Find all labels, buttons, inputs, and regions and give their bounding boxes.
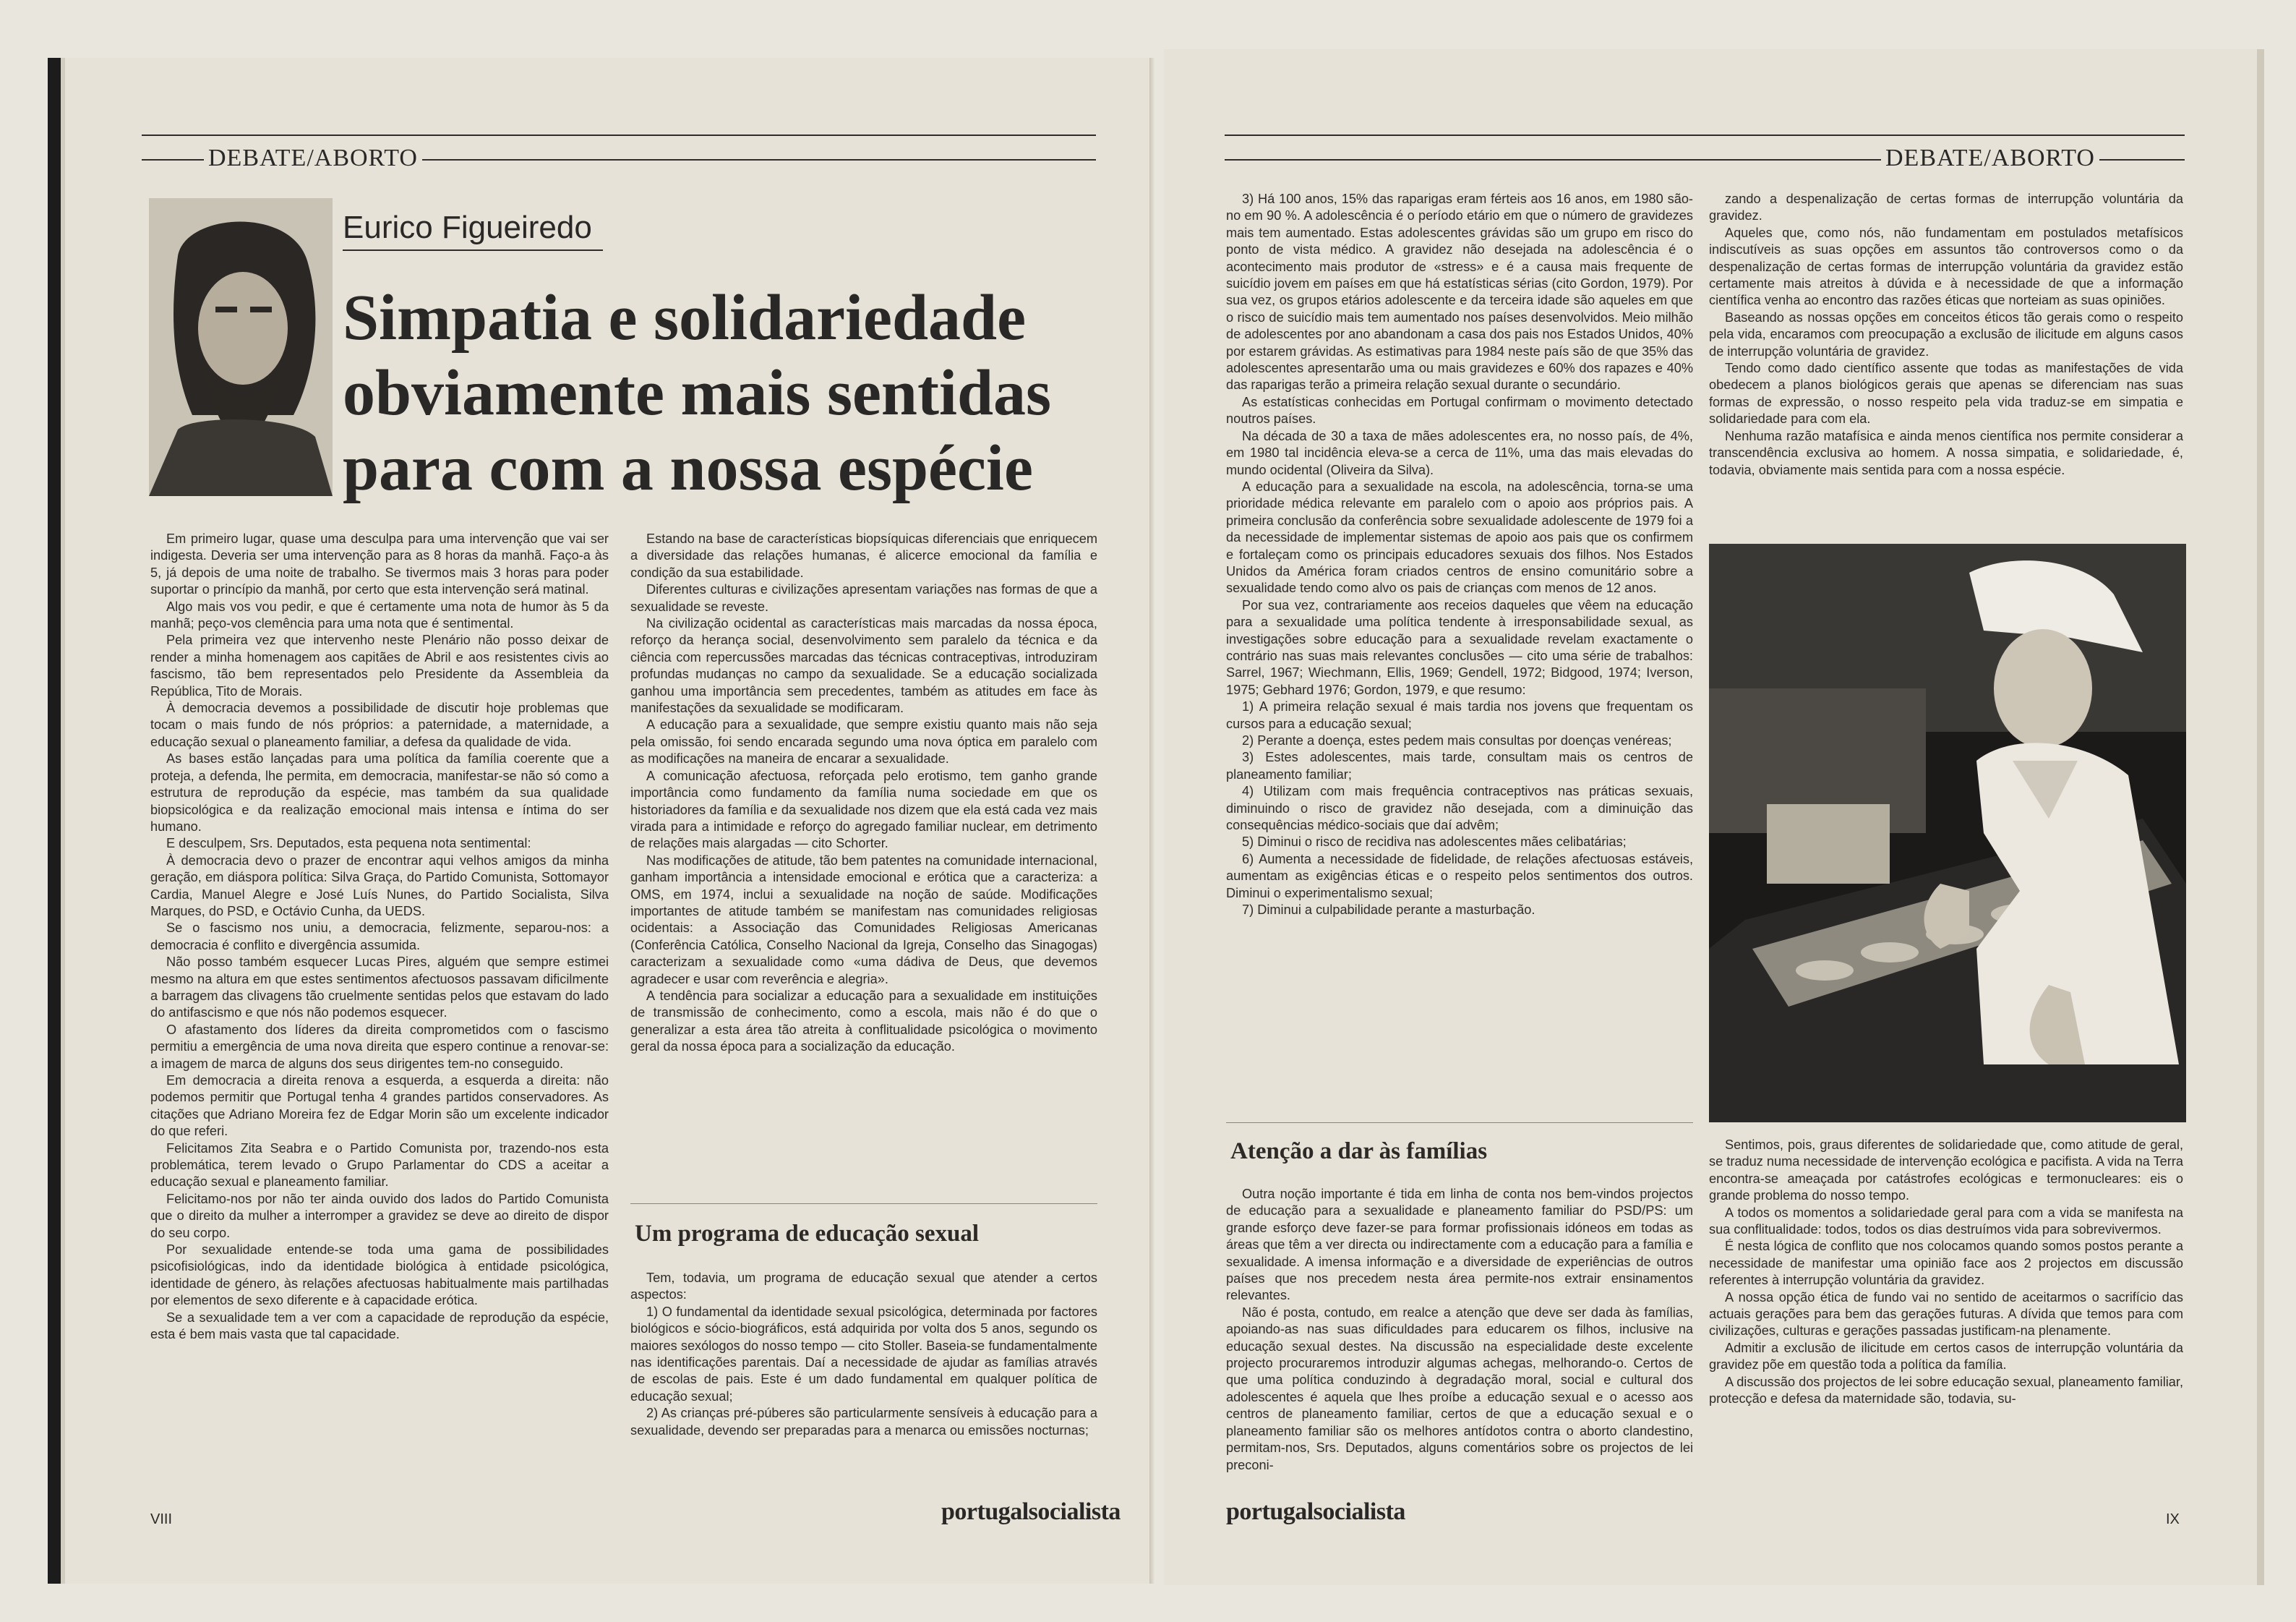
right-page <box>1155 0 2296 1622</box>
paragraph: 1) O fundamental da identidade sexual psicológica, determinada por factores biológicos e sócio-biográficos, está adquirida por volta dos 5 anos, segundo os maiores sexólogos do nosso tempo — cito Stoller. Baseia-se fundamentalmente nas identificações parentais. Daí a necessidade de ajudar as famílias através de escolas de pais. Este é um dado fundamental em qualquer política de educação sexual; <box>630 1304 1097 1404</box>
paragraph: Baseando as nossas opções em conceitos éticos tão gerais como o respeito pela vida, encaramos com preocupação a exclusão de ilicitude em alguns casos de interrupção voluntária de gravidez. <box>1709 310 2183 359</box>
right-column-2b <box>1709 1137 2183 1408</box>
subhead-sex-education-program: Um programa de educação sexual <box>635 1221 980 1247</box>
paragraph: Pela primeira vez que intervenho neste Plenário não posso deixar de render a minha homenagem aos capitães de Abril e aos resistentes civis ao fascismo, tão bem representados pelo Presidente da Assembleia da República, Tito de Morais. <box>150 633 609 699</box>
paragraph: A educação para a sexualidade na escola, na adolescência, torna-se uma prioridade médica relevante em paralelo com o apoio aos próprios pais. A primeira conclusão da conferência sobre sexualidade adolescente de 1979 foi a da necessidade de implementar sistemas de apoio aos pais que os confirmem e fortaleçam como os principais educadores sexuais dos filhos. Nos Estados Unidos da América foram criados centros de ensino comunitário sobre a sexualidade tendo como alvo os pais de crianças com menos de 12 anos. <box>1226 479 1693 596</box>
factory-worker-image <box>1709 544 2186 1122</box>
paragraph: A comunicação afectuosa, reforçada pelo erotismo, tem ganho grande importância como fundamento da família numa sociedade em que os historiadores da família e da sexualidade nos dizem que ela está cada vez mais virada para a intimidade e reforço do agregado familiar nuclear, em detrimento de relações mais alargadas — cito Schorter. <box>630 768 1097 851</box>
paragraph: Admitir a exclusão de ilicitude em certos casos de interrupção voluntária da gravidez põe em questão toda a política da família. <box>1709 1340 2183 1373</box>
paragraph: A discussão dos projectos de lei sobre educação sexual, planeamento familiar, protecção e defesa da maternidade são, todavia, su- <box>1709 1374 2183 1407</box>
magazine-brand-left: portugalsocialista <box>941 1498 1121 1525</box>
paragraph: 2) Perante a doença, estes pedem mais consultas por doenças venéreas; <box>1242 733 1672 748</box>
paragraph: As bases estão lançadas para uma política da família coerente que a proteja, a defenda, lhe permita, em democracia, manifestar-se não só como a estrutura de reprodução da espécie, mas também da sua qualidade biopsicológica e da realização emocional mais intensa e íntima do ser humano. <box>150 751 609 834</box>
paragraph: 1) A primeira relação sexual é mais tardia nos jovens que frequentam os cursos para a educação sexual; <box>1226 699 1693 731</box>
paragraph: Se a sexualidade tem a ver com a capacidade de reprodução da espécie, esta é bem mais vasta que tal capacidade. <box>150 1310 609 1342</box>
paragraph: As estatísticas conhecidas em Portugal confirmam o movimento detectado noutros países. <box>1226 394 1693 427</box>
left-column-2 <box>630 531 1097 1056</box>
author-portrait-image <box>149 198 333 496</box>
paragraph: 6) Aumenta a necessidade de fidelidade, de relações afectuosas estáveis, aumentam as exigências éticas e o respeito pelos sentimentos dos outros. Diminui o experimentalismo sexual; <box>1226 851 1693 900</box>
left-column-1 <box>150 531 609 1344</box>
paragraph: Felicitamo-nos por não ter ainda ouvido dos lados do Partido Comunista que o direito da mulher a interromper a gravidez se deve ao direito de dispor do seu corpo. <box>150 1191 609 1240</box>
paragraph: zando a despenalização de certas formas de interrupção voluntária da gravidez. <box>1709 192 2183 223</box>
paragraph: Tem, todavia, um programa de educação sexual que atender a certos aspectos: <box>630 1271 1097 1302</box>
paragraph: Nenhuma razão matafísica e ainda menos científica nos permite considerar a transcendência exclusiva ao homem. A nossa simpatia, e solidariedade, é, todavia, obviamente mais sentida para com a nossa espécie. <box>1709 428 2183 477</box>
paragraph: A nossa opção ética de fundo vai no sentido de aceitarmos o sacrifício das actuais gerações para bem das gerações futuras. A dívida que temos para com civilizações, culturas e gerações passadas justificam-na plenamente. <box>1709 1289 2183 1339</box>
page-number-left: VIII <box>150 1511 173 1527</box>
subhead-attention-to-families: Atenção a dar às famílias <box>1230 1138 1488 1164</box>
paragraph: 3) Há 100 anos, 15% das raparigas eram férteis aos 16 anos, em 1980 são-no em 90 %. A adolescência é o período etário em que o número de gravidezes mais tem aumentado. Estas adolescentes grávidas são um grupo em risco do ponto de vista médico. A gravidez não desejada na adolescência é o acontecimento mais produtor de «stress» e é a causa mais frequente de suicídio jovem em países em que há estatísticas sérias (cito Gordon, 1979). Por sua vez, os grupos etários adolescente e da terceira idade são aqueles em que o risco de suicídio mais tem aumentado nos países desenvolvidos. Meio milhão de adolescentes por ano abandonam a casa dos pais nos Estados Unidos, 40% por estarem grávidas. As estimativas para 1984 neste país são de que 35% das adolescentes apresentarão uma ou mais gravidezes e 60% dos rapazes e 40% das raparigas terão a primeira relação sexual durante o secundário. <box>1226 192 1693 393</box>
paragraph: Aqueles que, como nós, não fundamentam em postulados metafísicos indiscutíveis as suas opções em assuntos tão controversos como o da despenalização de certas formas de interrupção voluntária da gravidez estão certamente mais atreitos à dúvida e à necessidade de que a informação científica venha ao encontro das razões éticas que norteiam as suas opiniões. <box>1709 225 2183 308</box>
paragraph: É nesta lógica de conflito que nos colocamos quando somos postos perante a necessidade de manifestar uma opinião face aos 2 projectos em discussão referentes à interrupção voluntária da gravidez. <box>1709 1239 2183 1288</box>
paragraph: 4) Utilizam com mais frequência contraceptivos nas práticas sexuais, diminuindo o risco de gravidez não desejada, com a diminuição das consequências médico-sociais que daí advêm; <box>1226 784 1693 833</box>
paragraph: 5) Diminui o risco de recidiva nas adolescentes mães celibatárias; <box>1242 835 1627 850</box>
paragraph: Diferentes culturas e civilizações apresentam variações nas formas de que a sexualidade se reveste. <box>630 582 1097 614</box>
paragraph: 7) Diminui a culpabilidade perante a masturbação. <box>1242 902 1535 918</box>
right-column-1 <box>1226 191 1693 918</box>
author-name: Eurico Figueiredo <box>343 210 592 245</box>
right-column-2 <box>1709 191 2183 479</box>
paragraph: Na década de 30 a taxa de mães adolescentes era, no nosso país, de 4%, em 1980 tal incidência eleva-se a cerca de 11%, uma das mais elevadas do mundo ocidental (Oliveira da Silva). <box>1226 428 1693 477</box>
author-underline <box>343 249 603 251</box>
paragraph: Em primeiro lugar, quase uma desculpa para uma intervenção que vai ser indigesta. Deveria ser uma intervenção para as 8 horas da manhã. Faço-a às 5, já depois de uma noite de trabalho. Se tivermos mais 3 horas para poder suportar o princípio da manhã, por certo que esta intervenção será matinal. <box>150 532 609 597</box>
paragraph: Não posso também esquecer Lucas Pires, alguém que sempre estimei mesmo na altura em que estes sentimentos afectuosos passavam dificilmente a barragem das clivagens tão cruelmente sentidas pelos que estavam do lado do antifascismo e que nós não podemos esquecer. <box>150 955 609 1020</box>
paragraph: Por sua vez, contrariamente aos receios daqueles que vêem na educação para a sexualidade uma política tendente à irresponsabilidade sexual, as investigações sobre educação para a sexualidade revelam exactamente o contrário nas suas mais relevantes conclusões — cito uma série de trabalhos: Sarrel, 1967; Wiechmann, Ellis, 1969; Gendell, 1972; Bidgood, 1974; Iverson, 1975; Gebhard 1976; Gordon, 1979, e que resumo: <box>1226 597 1693 697</box>
paragraph: A educação para a sexualidade, que sempre existiu quanto mais não seja pela omissão, foi sendo encarada segundo uma nova óptica em paralelo com as modificações na maneira de encarar a sexualidade. <box>630 717 1097 767</box>
section-kicker-right: DEBATE/ABORTO <box>1881 145 2099 172</box>
paragraph: E desculpem, Srs. Deputados, esta pequena nota sentimental: <box>166 836 531 851</box>
paragraph: Nas modificações de atitude, tão bem patentes na comunidade internacional, ganham importância a intensidade emocional e erótica que a caracteriza: a OMS, em 1974, inclui a sexualidade na noção de saúde. Modificações importantes de atitude também se manifestam nas comunidades religiosas ocidentais: a Associação das Comunidades Religiosas Americanas (Conferência Católica, Conselho Nacional da Igreja, Conselho das Sinagogas) caracterizam a sexualidade como «uma dádiva de Deus, que devemos agradecer e usar com reverência e alegria». <box>630 853 1097 986</box>
paragraph: À democracia devemos a possibilidade de discutir hoje problemas que tocam o mais fundo de nós próprios: a paternidade, a maternidade, a educação sexual o planeamento familiar, a defesa da qualidade de vida. <box>150 701 609 749</box>
right-column-1b <box>1226 1186 1693 1474</box>
paragraph: Se o fascismo nos uniu, a democracia, felizmente, separou-nos: a democracia é conflito e divergência assumida. <box>150 921 609 952</box>
paragraph: Sentimos, pois, graus diferentes de solidariedade que, como atitude de geral, se traduz numa necessidade de intervenção ecológica e pacifista. A vida na Terra encontra-se ameaçada por catástrofes ecológicas e termonucleares: eis o grande problema do nosso tempo. <box>1709 1137 2183 1203</box>
section-kicker-left: DEBATE/ABORTO <box>204 145 422 172</box>
paragraph: Estando na base de características biopsíquicas diferenciais que enriquecem a diversidade das relações humanas, é alicerce emocional da família e condição da sua estabilidade. <box>630 532 1097 580</box>
paragraph: Outra noção importante é tida em linha de conta nos bem-vindos projectos de educação para a sexualidade e planeamento familiar do PSD/PS: um grande esforço deve fazer-se para formar profissionais idóneos em todas as áreas que têm a ver directa ou indirectamente com a educação para a família e sexualidade. A imensa informação e a diversidade de experiências de outros países que nos precedem nesta área permite-nos extrair ensinamentos relevantes. <box>1226 1187 1693 1303</box>
article-headline: Simpatia e solidariedade obviamente mais sentidas para com a nossa espécie <box>343 282 1052 504</box>
paragraph: À democracia devo o prazer de encontrar aqui velhos amigos da minha geração, em diáspora política: Silva Graça, do Partido Comunista, Sottomayor Cardia, Manuel Alegre e José Luís Nunes, do Partido Socialista, Silva Marques, do PSD, e Octávio Cunha, da UEDS. <box>150 853 609 918</box>
header-rule-top-left <box>142 135 1096 136</box>
paragraph: Em democracia a direita renova a esquerda, a esquerda a direita: não podemos permitir que Portugal tenha 4 grandes partidos conservadores. As citações que Adriano Moreira fez de Edgar Morin são um excelente indicador do que referi. <box>150 1073 609 1139</box>
subhead-rule-2 <box>1226 1122 1693 1123</box>
page-number-right: IX <box>2166 1511 2180 1527</box>
subhead-rule-1 <box>630 1203 1097 1204</box>
paragraph: A tendência para socializar a educação para a sexualidade em instituições de transmissão de conhecimento, como a escola, mais não é do que o generalizar a esta área tão atreita à conflitualidade psicológica o movimento geral da nossa época para a socialização da educação. <box>630 988 1097 1054</box>
paragraph: Algo mais vos vou pedir, e que é certamente uma nota de humor às 5 da manhã; peço-vos clemência para uma nota que é sentimental. <box>150 599 609 631</box>
paragraph: Felicitamos Zita Seabra e o Partido Comunista por, trazendo-nos esta problemática, terem levado o Grupo Parlamentar do CDS a aceitar a educação sexual e planeamento familiar. <box>150 1140 609 1190</box>
paragraph: Tendo como dado científico assente que todas as manifestações de vida obedecem a planos biológicos gerais que apenas se diferenciam nas suas formas de expressão, o nosso respeito pela vida traduz-se em simpatia e solidariedade para com ela. <box>1709 361 2183 427</box>
paragraph: O afastamento dos líderes da direita comprometidos com o fascismo permitiu a emergência de uma nova direita que espero continue a renovar-se: a imagem de marca de alguns dos seus dirigentes tem-no conseguido. <box>150 1022 609 1071</box>
factory-worker-photo <box>1709 544 2186 1122</box>
paragraph: Por sexualidade entende-se toda uma gama de possibilidades psicofisiológicas, indo da identidade biológica à entidade psicológica, identidade de género, às relações afectuosas habitualmente mais partilhadas por elementos de sexo diferente e à capacidade erótica. <box>150 1242 609 1308</box>
header-rule-top-right <box>1225 135 2185 136</box>
paragraph: A todos os momentos a solidariedade geral para com a vida se manifesta na sua conflitualidade: todos, todos os dias destruímos vida para sobrevivermos. <box>1709 1205 2183 1237</box>
author-portrait <box>149 198 333 496</box>
paragraph: Na civilização ocidental as características mais marcadas da nossa época, reforço da herança social, desenvolvimento sem paralelo da técnica e da ciência com repercussões marcadas das técnicas contraceptivas, introduziram profundas mudanças no campo da sexualidade. Se a educação socializada ganhou uma importância sem precedentes, também as atitudes em face às manifestações da sexualidade se modificaram. <box>630 616 1097 716</box>
left-column-2b <box>630 1270 1097 1439</box>
paragraph: 2) As crianças pré-púberes são particularmente sensíveis à educação para a sexualidade, devendo ser preparadas para a menarca ou emissões nocturnas; <box>630 1406 1097 1438</box>
paragraph: Não é posta, contudo, em realce a atenção que deve ser dada às famílias, apoiando-as nas suas dificuldades para educarem os filhos, inclusive na educação sexual destes. Na discussão na especialidade deste excelente projecto procuraremos introduzir algumas achegas, melhorando-o. Certos de que uma política conduzindo à degradação moral, social e cultural dos adolescentes é aquela que lhes proíbe a educação sexual e o acesso aos centros de planeamento familiar, certos de que a educação sexual e o planeamento familiar são os melhores antídotos contra o aborto clandestino, permitam-nos, Srs. Deputados, alguns comentários sobre os projectos de lei preconi- <box>1226 1305 1693 1472</box>
magazine-brand-right: portugalsocialista <box>1226 1498 1405 1525</box>
paragraph: 3) Estes adolescentes, mais tarde, consultam mais os centros de planeamento familiar; <box>1226 750 1693 782</box>
